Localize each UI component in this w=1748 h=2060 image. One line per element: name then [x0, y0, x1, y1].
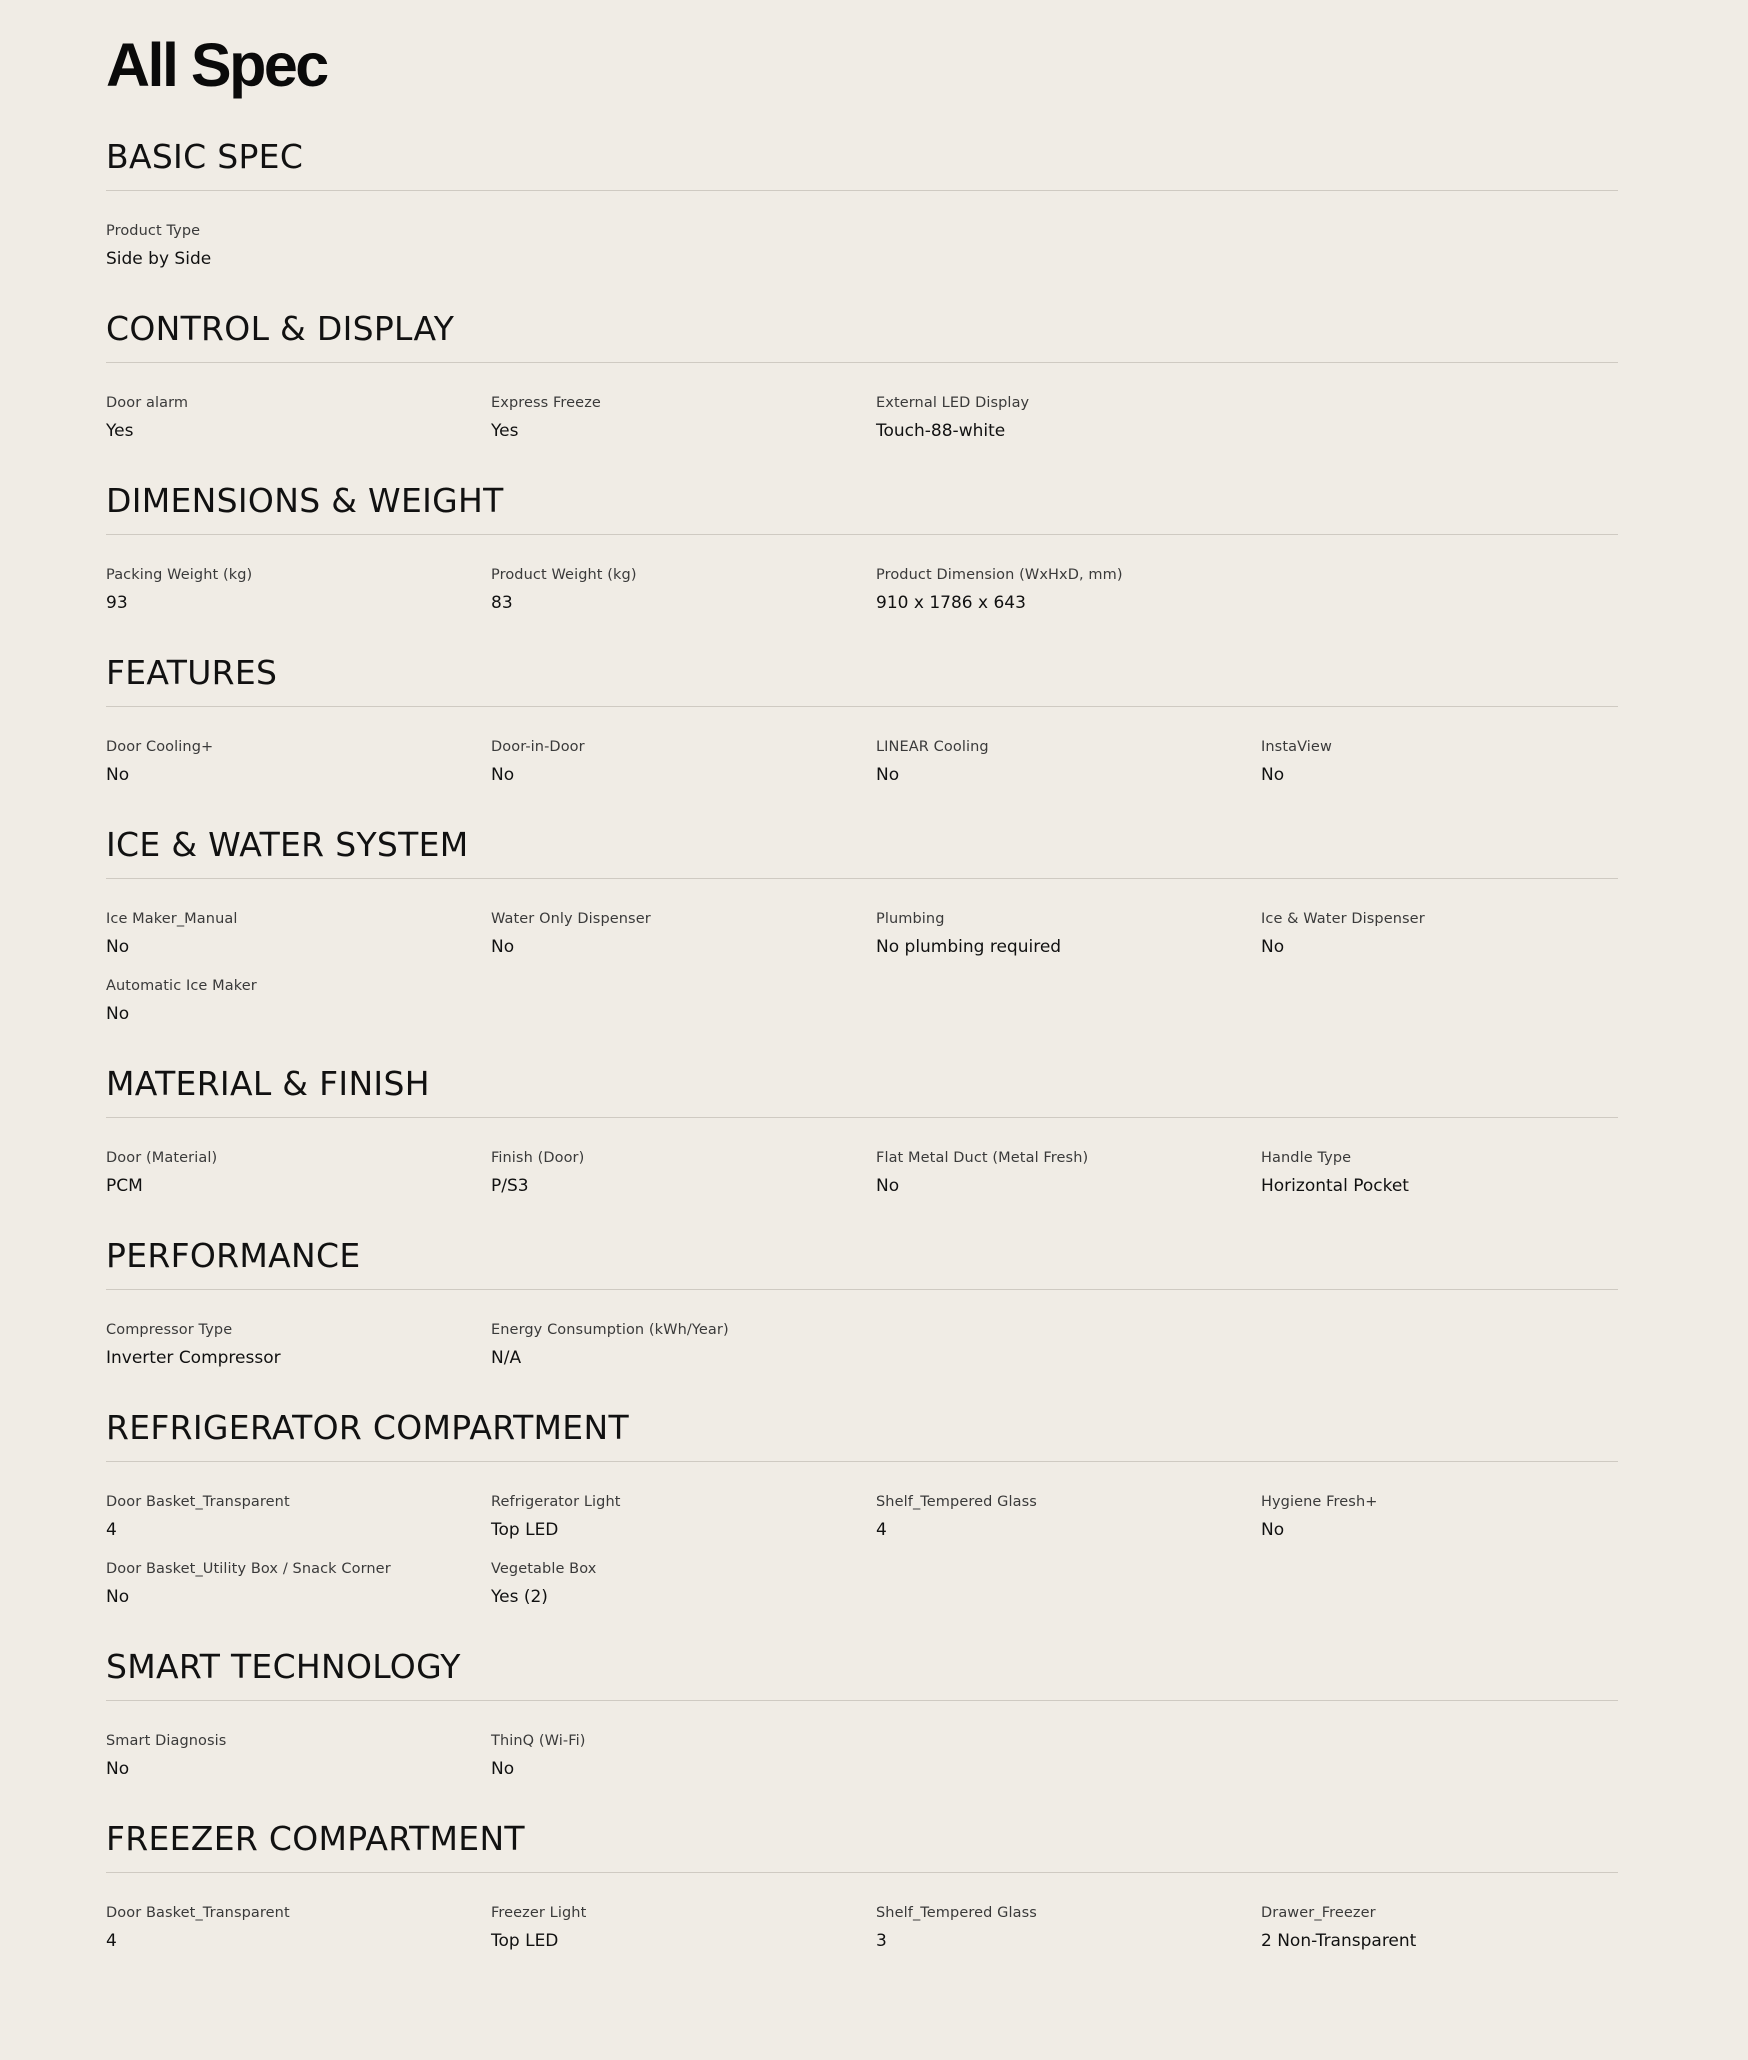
spec-label: Product Weight (kg): [491, 567, 637, 583]
spec-item: [491, 565, 876, 614]
spec-label: Door (Material): [106, 1150, 218, 1166]
spec-item: [106, 1148, 491, 1197]
spec-grid: [106, 191, 1618, 270]
spec-label: Product Type: [106, 223, 201, 239]
spec-value: Side by Side: [106, 249, 212, 269]
spec-label: Plumbing: [876, 911, 945, 927]
spec-value: No: [876, 1176, 900, 1196]
spec-grid: [106, 535, 1618, 614]
spec-item: [106, 565, 491, 614]
spec-label: Door alarm: [106, 395, 189, 411]
spec-grid: [106, 1873, 1618, 1952]
spec-section-control-and-display: [106, 308, 1618, 442]
spec-item: [106, 737, 491, 786]
spec-label: Door Basket_Utility Box / Snack Corner: [106, 1561, 391, 1577]
spec-value: No: [106, 1004, 130, 1024]
spec-grid: [106, 707, 1618, 786]
spec-label: Energy Consumption (kWh/Year): [491, 1322, 729, 1338]
section-heading: CONTROL & DISPLAY: [106, 308, 1618, 363]
section-heading: PERFORMANCE: [106, 1235, 1618, 1290]
spec-item: [876, 393, 1261, 442]
spec-label: Water Only Dispenser: [491, 911, 651, 927]
spec-section-basic-spec: [106, 136, 1618, 270]
spec-label: Hygiene Fresh+: [1261, 1494, 1378, 1510]
section-heading: DIMENSIONS & WEIGHT: [106, 480, 1618, 535]
spec-item: [876, 565, 1261, 614]
spec-item: [491, 1492, 876, 1541]
spec-item: [106, 909, 491, 958]
spec-label: Vegetable Box: [491, 1561, 597, 1577]
spec-label: Drawer_Freezer: [1261, 1905, 1376, 1921]
spec-grid: [106, 1462, 1618, 1608]
spec-value: PCM: [106, 1176, 143, 1196]
spec-label: Smart Diagnosis: [106, 1733, 227, 1749]
spec-value: No: [1261, 937, 1285, 957]
spec-value: Top LED: [491, 1520, 559, 1540]
spec-item: [876, 1148, 1261, 1197]
spec-item: [106, 221, 491, 270]
spec-item: [491, 1903, 876, 1952]
spec-value: No: [1261, 765, 1285, 785]
spec-item: [876, 1492, 1261, 1541]
spec-section-dimensions-and-weight: [106, 480, 1618, 614]
spec-item: [1261, 1148, 1618, 1197]
spec-value: No: [876, 765, 900, 785]
spec-value: Yes: [106, 421, 134, 441]
spec-item: [1261, 909, 1618, 958]
spec-section-freezer-compartment: [106, 1818, 1618, 1952]
spec-value: Top LED: [491, 1931, 559, 1951]
spec-value: 4: [106, 1931, 117, 1951]
spec-value: No: [106, 765, 130, 785]
spec-label: Express Freeze: [491, 395, 601, 411]
spec-value: No: [106, 937, 130, 957]
spec-section-refrigerator-compartment: [106, 1407, 1618, 1608]
spec-item: [106, 1492, 491, 1541]
page-title: All Spec: [106, 31, 327, 99]
spec-value: P/S3: [491, 1176, 529, 1196]
spec-label: Door Basket_Transparent: [106, 1905, 290, 1921]
section-heading: MATERIAL & FINISH: [106, 1063, 1618, 1118]
spec-value: 83: [491, 593, 513, 613]
spec-value: 4: [876, 1520, 887, 1540]
spec-label: Ice Maker_Manual: [106, 911, 238, 927]
section-heading: REFRIGERATOR COMPARTMENT: [106, 1407, 1618, 1462]
spec-label: Product Dimension (WxHxD, mm): [876, 567, 1123, 583]
spec-item: [491, 909, 876, 958]
spec-value: Horizontal Pocket: [1261, 1176, 1409, 1196]
spec-value: Inverter Compressor: [106, 1348, 281, 1368]
spec-label: Shelf_Tempered Glass: [876, 1494, 1037, 1510]
spec-item: [491, 1320, 876, 1369]
spec-item: [876, 1903, 1261, 1952]
spec-section-features: [106, 652, 1618, 786]
spec-label: Freezer Light: [491, 1905, 587, 1921]
spec-item: [491, 1148, 876, 1197]
spec-grid: [106, 1118, 1618, 1197]
spec-value: No: [491, 937, 515, 957]
spec-label: Ice & Water Dispenser: [1261, 911, 1425, 927]
spec-label: LINEAR Cooling: [876, 739, 989, 755]
spec-item: [491, 1731, 876, 1780]
spec-value: No plumbing required: [876, 937, 1062, 957]
spec-value: No: [1261, 1520, 1285, 1540]
spec-value: 3: [876, 1931, 887, 1951]
section-heading: FREEZER COMPARTMENT: [106, 1818, 1618, 1873]
spec-grid: [106, 879, 1618, 1025]
spec-grid: [106, 1701, 1618, 1780]
spec-page: [106, 0, 1618, 1952]
spec-item: [491, 1559, 876, 1608]
spec-value: No: [491, 1759, 515, 1779]
spec-section-performance: [106, 1235, 1618, 1369]
spec-item: [106, 1903, 491, 1952]
spec-item: [491, 737, 876, 786]
spec-sections: [106, 136, 1618, 1952]
spec-label: Handle Type: [1261, 1150, 1352, 1166]
spec-section-smart-technology: [106, 1646, 1618, 1780]
spec-value: 2 Non-Transparent: [1261, 1931, 1417, 1951]
spec-label: ThinQ (Wi-Fi): [491, 1733, 586, 1749]
spec-label: Flat Metal Duct (Metal Fresh): [876, 1150, 1089, 1166]
spec-value: 93: [106, 593, 128, 613]
spec-item: [106, 1559, 491, 1608]
spec-section-material-and-finish: [106, 1063, 1618, 1197]
section-heading: ICE & WATER SYSTEM: [106, 824, 1618, 879]
spec-label: Shelf_Tempered Glass: [876, 1905, 1037, 1921]
section-heading: BASIC SPEC: [106, 136, 1618, 191]
spec-value: N/A: [491, 1348, 522, 1368]
spec-item: [876, 909, 1261, 958]
spec-value: Touch-88-white: [876, 421, 1006, 441]
spec-value: No: [106, 1759, 130, 1779]
spec-item: [106, 1731, 491, 1780]
spec-label: Refrigerator Light: [491, 1494, 621, 1510]
spec-value: 910 x 1786 x 643: [876, 593, 1026, 613]
spec-value: 4: [106, 1520, 117, 1540]
section-heading: SMART TECHNOLOGY: [106, 1646, 1618, 1701]
spec-item: [1261, 737, 1618, 786]
spec-grid: [106, 1290, 1618, 1369]
spec-label: Finish (Door): [491, 1150, 585, 1166]
spec-label: InstaView: [1261, 739, 1332, 755]
spec-item: [106, 393, 491, 442]
spec-item: [106, 976, 491, 1025]
spec-section-ice-and-water-system: [106, 824, 1618, 1025]
spec-item: [1261, 1903, 1618, 1952]
spec-label: Packing Weight (kg): [106, 567, 253, 583]
spec-item: [106, 1320, 491, 1369]
spec-item: [876, 737, 1261, 786]
spec-label: Door-in-Door: [491, 739, 585, 755]
spec-label: Compressor Type: [106, 1322, 233, 1338]
spec-value: No: [106, 1587, 130, 1607]
spec-value: Yes: [491, 421, 519, 441]
spec-label: Door Cooling+: [106, 739, 214, 755]
spec-label: Automatic Ice Maker: [106, 978, 257, 994]
spec-value: Yes (2): [491, 1587, 548, 1607]
section-heading: FEATURES: [106, 652, 1618, 707]
spec-item: [1261, 1492, 1618, 1541]
spec-grid: [106, 363, 1618, 442]
spec-item: [491, 393, 876, 442]
spec-value: No: [491, 765, 515, 785]
spec-label: External LED Display: [876, 395, 1030, 411]
spec-label: Door Basket_Transparent: [106, 1494, 290, 1510]
